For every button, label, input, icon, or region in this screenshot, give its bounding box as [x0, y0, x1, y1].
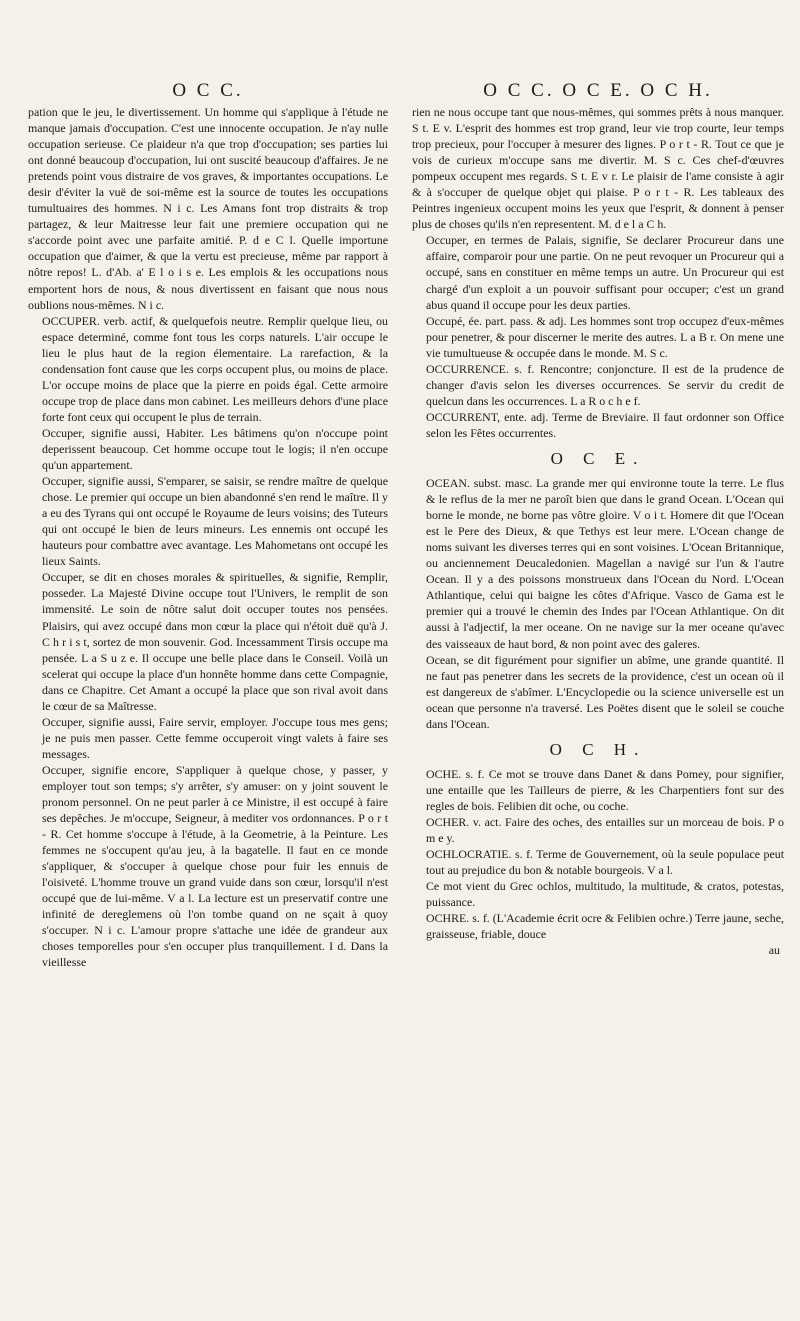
entry-occuper-servir: Occuper, signifie aussi, Faire servir, employer. J'occupe tous mes gens; je ne puis men passer. Cette femme occuperoit vingt valets à faire ses messages.: [42, 714, 388, 761]
entry-occurrent: OCCURRENT, ente. adj. Terme de Breviaire. Il faut ordonner son Office selon les Fêtes occurrentes.: [426, 409, 784, 440]
running-header-left: O C C.: [172, 80, 244, 101]
entry-oche: OCHE. s. f. Ce mot se trouve dans Danet & dans Pomey, pour signifier, une entaille que les Tailleurs de pierre, & les Charpentiers font sur des regles de bois. Felibien dit oche, ou coche.: [426, 766, 784, 813]
entry-occuper-palais: Occuper, en termes de Palais, signifie, Se declarer Procureur dans une affaire, comparoir pour une partie. On ne peut revoquer un Procureur qui a occupé, sans en constituer en même temps un autre. Un Procureur qui est chargé d'un exploit a un pouvoir suffisant pour occuper; c'est un grand abus quand il occupe pour les deux parties.: [426, 233, 784, 312]
entry-ochlocratie: OCHLOCRATIE. s. f. Terme de Gouvernement, où la seule populace peut tout au prejudice du bon & notable bourgeois. V a l.: [426, 847, 784, 878]
running-header-right: O C C. O C E. O C H.: [483, 80, 713, 101]
entry-ochre: OCHRE. s. f. (L'Academie écrit ocre & Felibien ochre.) Terre jaune, seche, graisseuse, friable, douce: [426, 911, 784, 942]
entry-occuper-appliquer: Occuper, signifie encore, S'appliquer à quelque chose, y passer, y employer tout son temps; s'y arrêter, s'y amuser: on y joint souvent le pronom personnel. On ne peut parler à ce Ministre, il est occupé à faire ses depêches. Je m'occupe, Seigneur, à mediter vos ordonnances. P o r t - R. Cet homme s'occupe à l'étude, à la Geometrie, à la Peinture. Les femmes ne s'occupent qu'au jeu, à la bagatelle. Il faut en ce monde s'appliquer, & s'occuper à quelque chose pour fuir les ennuis de l'oisiveté. L'homme trouve un grand vuide dans son cœur, lorsqu'il n'est occupé que de lui-même. V a l. La lecture est un preservatif contre une infinité de dereglemens où l'on tombe quand on ne sçait à quoy s'occuper. N i c. L'amour propre s'attache une idée de grandeur aux choses temporelles pour s'en occuper plus tranquillement. I d. Dans la vieillesse: [42, 762, 388, 970]
entry-occuper-habiter: Occuper, signifie aussi, Habiter. Les bâtimens qu'on n'occupe point deperissent beaucoup. Cet homme occupe tout le logis; il n'en occupe qu'un appartement.: [42, 425, 388, 473]
left-column: [28, 104, 388, 1316]
entry-occupe: Occupé, ée. part. pass. & adj. Les hommes sont trop occupez d'eux-mêmes pour penetrer, & pour discerner le merite des autres. L a B r. On mene une vie tumultueuse & occupée dans le monde. M. S c.: [426, 313, 784, 360]
section-heading-och: O C H.: [549, 739, 647, 759]
entry-ocean: OCEAN. subst. masc. La grande mer qui environne toute la terre. Le flus & le reflus de la mer ne paroît bien que dans le grand Ocean. L'Ocean qui borne le monde, ne borne pas vôtre gloire. V o i t. Homere dit que l'Ocean est le Pere des Dieux, & que Tethys est leur mere. L'Ocean change de noms suivant les diverses terres qui en sont voisines. L'Ocean Britannique, ou anciennement Deucaledonien. Magellan a navigé sur l'un & l'autre Ocean. Il y a des poissons monstrueux dans l'Ocean du Nord. L'Ocean Athlantique, celui qui baigne les côtes d'Afrique. Vasco de Gama est le premier qui a trouvé le chemin des Indes par l'Ocean Athlantique. On dit aussi à l'adjectif, la mer oceane. On ne navige sur la mer oceane qu'avec des vaisseaux de haut bord, & non point avec des galeres.: [426, 476, 784, 651]
catchword: au: [768, 943, 780, 958]
section-heading-oce: O C E.: [550, 448, 646, 468]
entry-ochlocratie-etymology: Ce mot vient du Grec ochlos, multitudo, la multitude, & cratos, potestas, puissance.: [426, 879, 784, 910]
right-column: [412, 104, 784, 1316]
entry-occuper: OCCUPER. verb. actif, & quelquefois neutre. Remplir quelque lieu, ou espace determiné, comme font tous les corps naturels. L'air occupe le lieu le plus haut de la region élementaire. La rarefaction, & la condensation font cause que les corps occupent plus, ou moins de place. L'or occupe moins de place que la pierre en poids égal. Cette armoire occupe trop de place dans mon cabinet. Les meilleurs dehors d'une place forte font ceux qui occupent le plus de terrain.: [42, 313, 388, 424]
entry-occuper-morales: Occuper, se dit en choses morales & spirituelles, & signifie, Remplir, posseder. La Majesté Divine occupe tout l'Univers, le remplit de son immensité. Le soin de nôtre salut doit occuper toutes nos pensées. Plaisirs, qui avez occupé dans mon cœur la place qui n'étoit duë qu'à J. C h r i s t, sortez de mon souvenir. God. Incessamment Tirsis occupe ma pensée. L a S u z e. Il occupe une belle place dans le Conseil. Voilà un scelerat qui occupe la place d'un honnête homme dans cette Compagnie, dans ce Chapitre. Cet Amant a occupé la place que son rival avoit dans le cœur de sa Maîtresse.: [42, 570, 388, 713]
entry-continuation: pation que le jeu, le divertissement. Un homme qui s'applique à l'étude ne manque jamais d'occupation. C'est une innocente occupation. Je n'ay nulle occupation serieuse. Ce plaideur n'a que trop d'occupation; ses parties lui ont donné beaucoup d'occupation, lui ont suscité beaucoup d'affaires. Je ne pretends point vous distraire de vos graves, & importantes occupations. Le desir d'éviter la vuë de soi-même est la source de toutes les occupations tumultuaires des hommes. N i c. Les Amans font trop distraits & trop partagez, & leur Maitresse leur fait une premiere occupation qui ne s'accorde point avec une parfaite amitié. P. d e C l. Quelle importune occupation que d'aimer, & que la vertu est precieuse, même par rapport à nôtre repos! L. d'Ab. a' E l o i s e. Les emplois & les occupations nous emportent hors de nous, & nous divertissent en faisant que nous nous oublions nous-mêmes. N i c.: [28, 105, 388, 312]
entry-continuation: rien ne nous occupe tant que nous-mêmes, qui sommes prêts à nous manquer. S t. E v. L'esprit des hommes est trop grand, leur vie trop courte, leur temps trop precieux, pour l'occuper à mesurer des lignes. P o r t - R. Tout ce que je vois de curieux m'occupe sans me divertir. M. S c. Ces chef-d'œuvres pompeux occupent mes regards. S t. E v r. Le plaisir de l'ame consiste à agir & à s'occuper de quelque objet qui plaise. P o r t - R. Les tableaux des Peintres ingenieux occupent moins les yeux que l'esprit, & donnent à penser plus de choses qu'ils n'en representent. M. d e l a C h.: [412, 105, 784, 232]
entry-occurrence: OCCURRENCE. s. f. Rencontre; conjoncture. Il est de la prudence de changer d'avis selon les diverses occurrences. Se servir du credit de quelcun dans les occurrences. L a R o c h e f.: [426, 361, 784, 408]
entry-occuper-emparer: Occuper, signifie aussi, S'emparer, se saisir, se rendre maître de quelque chose. Le premier qui occupe un bien abandonné s'en rend le maître. Il y a eu des Tyrans qui ont occupé le Royaume de leurs voisins; des Tuteurs qui ont occupé le bien de leurs mineurs. Les ennemis ont occupé les hauteurs pour combattre avec avantage. Les Mahometans ont occupé les lieux Saints.: [42, 474, 388, 569]
entry-ocher: OCHER. v. act. Faire des oches, des entailles sur un morceau de bois. P o m e y.: [426, 814, 784, 846]
entry-ocean-figure: Ocean, se dit figurément pour signifier un abîme, une grande quantité. Il ne faut pas penetrer dans les secrets de la providence, c'est un ocean où il est dangereux de s'abîmer. L'Encyclopedie ou la science universelle est un ocean que personne n'a traversé. Les Poëtes disent que le soleil se couche dans l'Ocean.: [426, 652, 784, 731]
